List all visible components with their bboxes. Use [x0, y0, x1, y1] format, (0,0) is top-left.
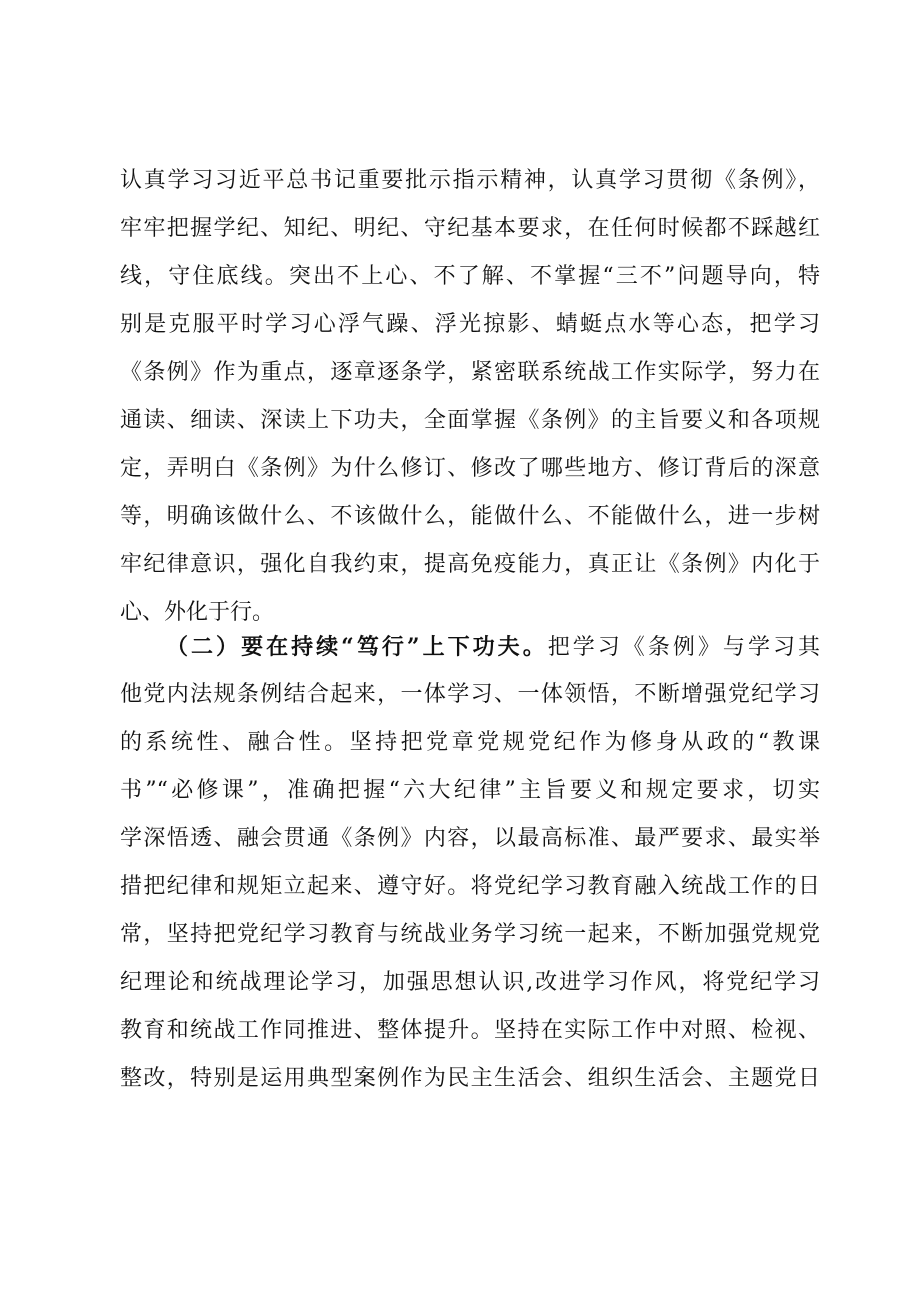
paragraph-line: 整改，特别是运用典型案例作为民主生活会、组织生活会、主题党日: [120, 1066, 820, 1091]
paragraph-line: 他党内法规条例结合起来，一体学习、一体领悟，不断增强党纪学习: [120, 682, 820, 707]
paragraph-first-line: [120, 623, 820, 671]
paragraph-line: 心、外化于行。: [120, 600, 275, 625]
paragraph-line: 通读、细读、深读上下功夫，全面掌握《条例》的主旨要义和各项规: [120, 408, 820, 433]
paragraph-study-regulations: [120, 157, 820, 637]
paragraph-practice: [120, 623, 820, 1103]
paragraph-line: 定，弄明白《条例》为什么修订、修改了哪些地方、修订背后的深意: [120, 456, 820, 481]
heading-continuation: 把学习《条例》与学习其: [547, 635, 820, 660]
paragraph-line: 的系统性、融合性。坚持把党章党规党纪作为修身从政的“教课: [120, 730, 820, 755]
paragraph-line: 教育和统战工作同推进、整体提升。坚持在实际工作中对照、检视、: [120, 1018, 820, 1043]
paragraph-line: 等，明确该做什么、不该做什么，能做什么、不能做什么，进一步树: [120, 504, 820, 529]
paragraph-line: 《条例》作为重点，逐章逐条学，紧密联系统战工作实际学，努力在: [120, 360, 820, 385]
paragraph-line: 牢纪律意识，强化自我约束，提高免疫能力，真正让《条例》内化于: [120, 552, 820, 577]
paragraph-line: 线，守住底线。突出不上心、不了解、不掌握“三不”问题导向，特: [120, 264, 820, 289]
paragraph-line: 常，坚持把党纪学习教育与统战业务学习统一起来，不断加强党规党: [120, 922, 820, 947]
section-heading: （二）要在持续“笃行”上下功夫。: [166, 634, 548, 660]
paragraph-line: 措把纪律和规矩立起来、遵守好。将党纪学习教育融入统战工作的日: [120, 874, 820, 899]
paragraph-line: 别是克服平时学习心浮气躁、浮光掠影、蜻蜓点水等心态，把学习: [120, 312, 820, 337]
paragraph-line: 学深悟透、融会贯通《条例》内容，以最高标准、最严要求、最实举: [120, 826, 820, 851]
paragraph-line: 牢牢把握学纪、知纪、明纪、守纪基本要求，在任何时候都不踩越红: [120, 216, 820, 241]
paragraph-line: 认真学习习近平总书记重要批示指示精神，认真学习贯彻《条例》，: [120, 168, 820, 193]
paragraph-line: 纪理论和统战理论学习，加强思想认识,改进学习作风，将党纪学习: [120, 970, 820, 995]
paragraph-line: 书”“必修课”，准确把握“六大纪律”主旨要义和规定要求，切实: [120, 778, 820, 803]
